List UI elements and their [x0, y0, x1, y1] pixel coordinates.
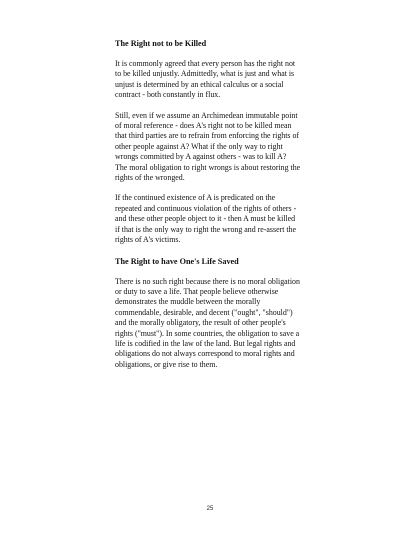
paragraph: If the continued existence of A is predicated on the repeated and continuous violation of the rights of others - and these other people object to it - then A must be killed if that is the only way to right the wrong and re-assert the rights of A's victims. — [115, 193, 297, 245]
section-heading: The Right not to be Killed — [115, 39, 207, 48]
section-heading: The Right to have One's Life Saved — [115, 256, 239, 266]
section-right-not-to-be-killed — [115, 38, 311, 246]
paragraph: It is commonly agreed that every person has the right not to be killed unjustly. Admittedly, what is just and what is unjust is determined by an ethical calculus or a social contract - both constantly in flux. — [115, 59, 296, 100]
paragraph: There is no such right because there is no moral obligation or duty to save a life. That people believe otherwise demonstrates the muddle between the morally commendable, desirable, and decent ("ought", "should") and the morally obligatory, the result of other people's rights ("must"). In some countries, the obligation to save a life is codified in the law of the land. But legal rights and obligations do not always correspond to moral rights and obligations, or give rise to them. — [115, 276, 300, 369]
section-right-to-have-life-saved — [115, 256, 311, 371]
page-body — [115, 38, 311, 380]
paragraph: Still, even if we assume an Archimedean immutable point of moral reference - does A's right not to be killed mean that third parties are to refrain from enforcing the rights of other people against A? What if the only way to right wrongs committed by A against others - was to kill A? The moral obligation to right wrongs is about restoring the rights of the wronged. — [115, 110, 301, 183]
page-number: 25 — [206, 506, 214, 512]
